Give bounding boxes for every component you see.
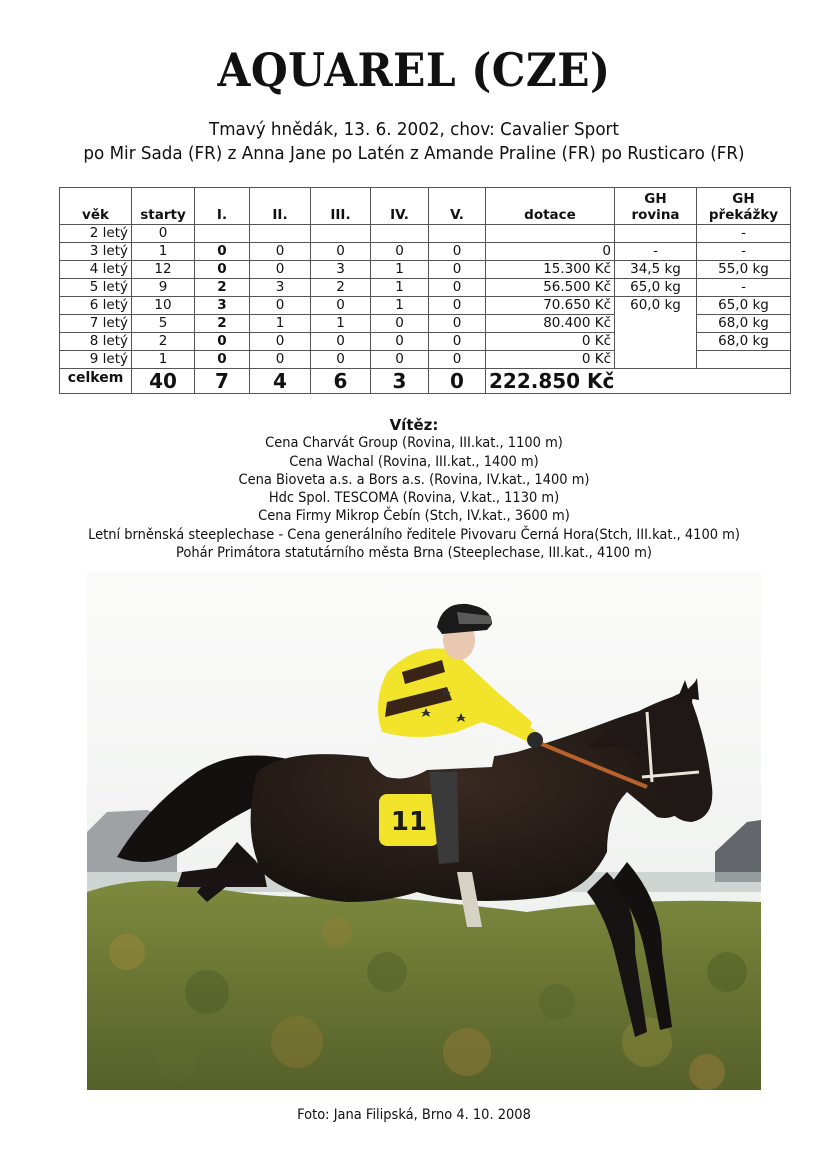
cell-gh-flat: - bbox=[615, 243, 697, 261]
photo-caption: Foto: Jana Filipská, Brno 4. 10. 2008 bbox=[297, 1107, 531, 1123]
cell-prize: 15.300 Kč bbox=[486, 261, 615, 279]
table-row bbox=[60, 351, 791, 369]
cell-gh-flat bbox=[615, 333, 697, 351]
cell-p2: 0 bbox=[250, 261, 311, 279]
header-gh-flat bbox=[615, 188, 697, 225]
total-place-1: 7 bbox=[195, 369, 250, 394]
cell-starts: 2 bbox=[132, 333, 195, 351]
winner-race-item: Cena Wachal (Rovina, III.kat., 1400 m) bbox=[289, 453, 539, 470]
header-prize: dotace bbox=[486, 188, 615, 225]
cell-prize bbox=[486, 225, 615, 243]
winners-section bbox=[0, 416, 828, 562]
cell-age: 3 letý bbox=[60, 243, 132, 261]
cell-gh-flat bbox=[615, 225, 697, 243]
cell-p4: 0 bbox=[371, 315, 429, 333]
cell-starts: 1 bbox=[132, 243, 195, 261]
cell-gh-jump: - bbox=[697, 225, 791, 243]
cell-prize: 56.500 Kč bbox=[486, 279, 615, 297]
cell-prize: 80.400 Kč bbox=[486, 315, 615, 333]
cell-p4: 1 bbox=[371, 279, 429, 297]
cell-gh-jump: - bbox=[697, 279, 791, 297]
cell-p2: 0 bbox=[250, 297, 311, 315]
cell-gh-flat: 34,5 kg bbox=[615, 261, 697, 279]
cell-p5: 0 bbox=[429, 243, 486, 261]
cell-p3: 1 bbox=[311, 315, 371, 333]
cell-gh-jump: - bbox=[697, 243, 791, 261]
cell-gh-jump: 68,0 kg bbox=[697, 333, 791, 351]
cell-p5: 0 bbox=[429, 351, 486, 369]
cell-starts: 5 bbox=[132, 315, 195, 333]
cell-prize: 70.650 Kč bbox=[486, 297, 615, 315]
table-row bbox=[60, 261, 791, 279]
cell-p3: 0 bbox=[311, 243, 371, 261]
table-row bbox=[60, 297, 791, 315]
winners-list bbox=[0, 434, 828, 562]
cell-gh-flat: 60,0 kg bbox=[615, 297, 697, 315]
cell-p3: 0 bbox=[311, 333, 371, 351]
race-photo bbox=[87, 572, 761, 1090]
total-place-4: 3 bbox=[371, 369, 429, 394]
cell-starts: 1 bbox=[132, 351, 195, 369]
cell-gh-jump: 68,0 kg bbox=[697, 315, 791, 333]
total-place-2: 4 bbox=[250, 369, 311, 394]
horse-name-title: AQUAREL (CZE) bbox=[217, 43, 611, 97]
table-row bbox=[60, 243, 791, 261]
cell-p4: 0 bbox=[371, 243, 429, 261]
cell-age: 9 letý bbox=[60, 351, 132, 369]
winners-title: Vítěz: bbox=[389, 416, 439, 434]
total-label: celkem bbox=[60, 369, 132, 394]
cell-starts: 12 bbox=[132, 261, 195, 279]
total-place-3: 6 bbox=[311, 369, 371, 394]
cell-age: 8 letý bbox=[60, 333, 132, 351]
total-starts: 40 bbox=[132, 369, 195, 394]
table-row bbox=[60, 279, 791, 297]
cell-p1: 2 bbox=[195, 279, 250, 297]
cell-gh-jump: 55,0 kg bbox=[697, 261, 791, 279]
table-row bbox=[60, 315, 791, 333]
table-total-row bbox=[60, 369, 791, 394]
header-place-1: I. bbox=[195, 188, 250, 225]
winner-race-item: Hdc Spol. TESCOMA (Rovina, V.kat., 1130 m) bbox=[268, 490, 560, 507]
cell-gh-jump bbox=[697, 351, 791, 369]
cell-p5: 0 bbox=[429, 333, 486, 351]
jockey-glove bbox=[527, 732, 543, 748]
cell-p2: 0 bbox=[250, 351, 311, 369]
cell-gh-flat bbox=[615, 351, 697, 369]
cell-p5: 0 bbox=[429, 261, 486, 279]
header-gh-jump bbox=[697, 188, 791, 225]
cell-p2 bbox=[250, 225, 311, 243]
winner-race-item: Cena Bioveta a.s. a Bors a.s. (Rovina, IV.kat., 1400 m) bbox=[238, 471, 590, 488]
table-header-row bbox=[60, 188, 791, 225]
header-gh-flat-line2: rovina bbox=[631, 207, 680, 223]
steeplechase-jump-image bbox=[87, 572, 761, 1090]
header-gh-jump-line2: překážky bbox=[708, 207, 779, 223]
cell-p3: 2 bbox=[311, 279, 371, 297]
cell-p5: 0 bbox=[429, 315, 486, 333]
header-starts: starty bbox=[132, 188, 195, 225]
cell-age: 5 letý bbox=[60, 279, 132, 297]
cell-p1: 0 bbox=[195, 243, 250, 261]
cell-starts: 0 bbox=[132, 225, 195, 243]
cell-p1 bbox=[195, 225, 250, 243]
cell-starts: 9 bbox=[132, 279, 195, 297]
header-place-5: V. bbox=[429, 188, 486, 225]
header-age: věk bbox=[60, 188, 132, 225]
cell-gh-flat: 65,0 kg bbox=[615, 279, 697, 297]
cell-gh-jump: 65,0 kg bbox=[697, 297, 791, 315]
saddle-number: 11 bbox=[390, 807, 428, 837]
cell-p3 bbox=[311, 225, 371, 243]
cell-p4: 1 bbox=[371, 297, 429, 315]
total-place-5: 0 bbox=[429, 369, 486, 394]
cell-p4: 1 bbox=[371, 261, 429, 279]
cell-age: 2 letý bbox=[60, 225, 132, 243]
cell-p1: 0 bbox=[195, 261, 250, 279]
cell-p3: 0 bbox=[311, 351, 371, 369]
winner-race-item: Letní brněnská steeplechase - Cena generálního ředitele Pivovaru Černá Hora(Stch, III.kat., 4100 m) bbox=[88, 526, 740, 543]
cell-p1: 0 bbox=[195, 333, 250, 351]
cell-prize: 0 Kč bbox=[486, 333, 615, 351]
race-statistics-table bbox=[59, 187, 791, 394]
cell-age: 7 letý bbox=[60, 315, 132, 333]
header-place-2: II. bbox=[250, 188, 311, 225]
cell-age: 6 letý bbox=[60, 297, 132, 315]
cell-p5: 0 bbox=[429, 279, 486, 297]
header-place-4: IV. bbox=[371, 188, 429, 225]
header-gh-jump-line1: GH bbox=[732, 191, 755, 207]
table-row bbox=[60, 333, 791, 351]
cell-p2: 3 bbox=[250, 279, 311, 297]
cell-p3: 0 bbox=[311, 297, 371, 315]
cell-p4: 0 bbox=[371, 351, 429, 369]
cell-p4 bbox=[371, 225, 429, 243]
winner-race-item: Cena Charvát Group (Rovina, III.kat., 1100 m) bbox=[265, 435, 563, 452]
cell-p2: 1 bbox=[250, 315, 311, 333]
cell-p5: 0 bbox=[429, 297, 486, 315]
cell-p2: 0 bbox=[250, 243, 311, 261]
cell-p5 bbox=[429, 225, 486, 243]
table-row bbox=[60, 225, 791, 243]
cell-p3: 3 bbox=[311, 261, 371, 279]
winner-race-item: Cena Firmy Mikrop Čebín (Stch, IV.kat., 3600 m) bbox=[258, 508, 570, 525]
header-gh-flat-line1: GH bbox=[644, 191, 667, 207]
cell-prize: 0 Kč bbox=[486, 351, 615, 369]
cell-prize: 0 bbox=[486, 243, 615, 261]
pedigree-line: po Mir Sada (FR) z Anna Jane po Latén z Amande Praline (FR) po Rusticaro (FR) bbox=[83, 143, 745, 164]
cell-age: 4 letý bbox=[60, 261, 132, 279]
cell-p4: 0 bbox=[371, 333, 429, 351]
horse-description: Tmavý hnědák, 13. 6. 2002, chov: Cavalier Sport bbox=[208, 119, 620, 140]
cell-p2: 0 bbox=[250, 333, 311, 351]
cell-p1: 3 bbox=[195, 297, 250, 315]
cell-p1: 2 bbox=[195, 315, 250, 333]
header-place-3: III. bbox=[311, 188, 371, 225]
winner-race-item: Pohár Primátora statutárního města Brna (Steeplechase, III.kat., 4100 m) bbox=[176, 545, 652, 562]
cell-p1: 0 bbox=[195, 351, 250, 369]
cell-starts: 10 bbox=[132, 297, 195, 315]
total-prize: 222.850 Kč bbox=[486, 369, 791, 394]
cell-gh-flat bbox=[615, 315, 697, 333]
